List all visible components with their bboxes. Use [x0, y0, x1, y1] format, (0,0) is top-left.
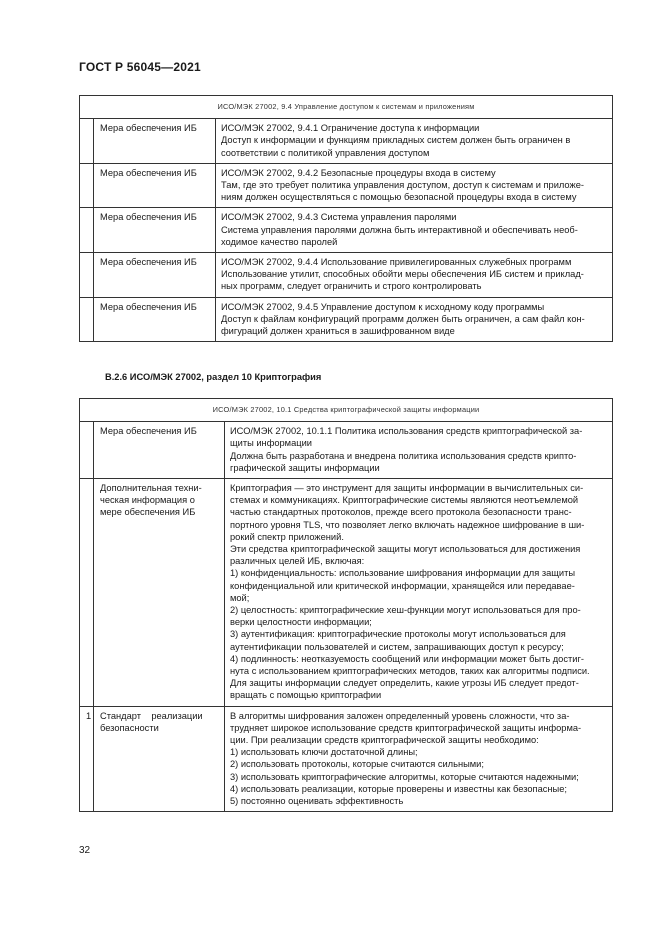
row-number — [80, 422, 94, 479]
content-line: Доступ к файлам конфигураций программ должен быть ограничен, а сам файл кон- — [221, 313, 585, 324]
row-label — [94, 422, 225, 479]
row-content — [225, 706, 613, 812]
table-row — [80, 119, 613, 164]
content-line: 4) подлинность: неотказуемость сообщений или информации может быть достиг- — [230, 653, 584, 664]
access-control-table — [79, 95, 613, 342]
table-row — [80, 706, 613, 812]
table2-header: ИСО/МЭК 27002, 10.1 Средства криптографической защиты информации — [80, 399, 613, 422]
content-line: ИСО/МЭК 27002, 9.4.1 Ограничение доступа к информации — [221, 123, 480, 134]
content-line: 2) целостность: криптографические хеш-функции могут использоваться для про- — [230, 605, 581, 616]
row-label: Мера обеспечения ИБ — [94, 119, 216, 164]
table1-header: ИСО/МЭК 27002, 9.4 Управление доступом к системам и приложениям — [80, 96, 613, 119]
content-line: Для защиты информации следует определить, какие угрозы ИБ следует предот- — [230, 678, 579, 689]
content-line: 5) постоянно оценивать эффективность — [230, 796, 404, 807]
row-label: Мера обеспечения ИБ — [94, 208, 216, 253]
label-line: Стандарт реализации — [100, 710, 203, 721]
content-line: 1) использовать ключи достаточной длины; — [230, 747, 418, 758]
content-line: Система управления паролями должна быть интерактивной и обеспечивать необ- — [221, 224, 578, 235]
row-number — [80, 253, 94, 298]
row-content — [216, 253, 613, 298]
row-label — [94, 706, 225, 812]
content-line: портного уровня TLS, что позволяет легко включать надежное шифрование в ши- — [230, 519, 585, 530]
table-row — [80, 479, 613, 707]
content-line: стемах и коммуникациях. Криптографические системы являются неотъемлемой — [230, 495, 579, 506]
label-line: Мера обеспечения ИБ — [100, 426, 197, 437]
content-line: ИСО/МЭК 27002, 9.4.3 Система управления паролями — [221, 212, 457, 223]
content-line: графической защиты информации — [230, 462, 380, 473]
content-line: Доступ к информации и функциям прикладных систем должен быть ограничен в — [221, 135, 571, 146]
content-line: рокий спектр приложений. — [230, 531, 344, 542]
table-row — [80, 253, 613, 298]
row-number — [80, 119, 94, 164]
row-number — [80, 297, 94, 342]
table-row — [80, 422, 613, 479]
label-line: мере обеспечения ИБ — [100, 507, 196, 518]
content-line: 3) аутентификация: криптографические протоколы могут использоваться для — [230, 629, 566, 640]
content-line: 1) конфиденциальность: использование шифрования информации для защиты — [230, 568, 576, 579]
content-line: ных программ, следует ограничить и строго контролировать — [221, 281, 482, 292]
page-number: 32 — [79, 845, 91, 856]
row-label: Мера обеспечения ИБ — [94, 297, 216, 342]
row-content — [225, 479, 613, 707]
content-line: ИСО/МЭК 27002, 9.4.2 Безопасные процедуры входа в систему — [221, 167, 496, 178]
label-line: ческая информация о — [100, 495, 195, 506]
document-title: ГОСТ Р 56045—2021 — [79, 60, 201, 74]
content-line: верки целостности информации; — [230, 617, 372, 628]
content-line: вращать с помощью криптографии — [230, 690, 382, 701]
label-line: Дополнительная техни- — [100, 483, 202, 494]
content-line: ции. При реализации средств криптографической защиты необходимо: — [230, 735, 539, 746]
label-line: безопасности — [100, 722, 159, 733]
row-label: Мера обеспечения ИБ — [94, 163, 216, 208]
content-line: трудняет широкое использование средств криптографической защиты информа- — [230, 722, 582, 733]
content-line: В алгоритмы шифрования заложен определенный уровень сложности, что за- — [230, 710, 570, 721]
content-line: Должна быть разработана и внедрена политика использования средств крипто- — [230, 450, 577, 461]
table-row — [80, 163, 613, 208]
content-line: мой; — [230, 592, 250, 603]
content-line: Эти средства криптографической защиты могут использоваться для достижения — [230, 544, 581, 555]
content-line: ИСО/МЭК 27002, 9.4.4 Использование привилегированных служебных программ — [221, 257, 572, 268]
content-line: ИСО/МЭК 27002, 9.4.5 Управление доступом к исходному коду программы — [221, 301, 545, 312]
row-content — [216, 119, 613, 164]
row-content — [216, 297, 613, 342]
table-row — [80, 297, 613, 342]
content-line: ходимое качество паролей — [221, 236, 338, 247]
content-line: ИСО/МЭК 27002, 10.1.1 Политика использования средств криптографической за- — [230, 426, 583, 437]
row-number — [80, 208, 94, 253]
content-line: конфиденциальной или критической информации, хранящейся или передавае- — [230, 580, 575, 591]
content-line: различных целей ИБ, включая: — [230, 556, 365, 567]
content-line: соответствии с политикой управления доступом — [221, 147, 430, 158]
cryptography-table — [79, 398, 613, 812]
content-line: Использование утилит, способных обойти меры обеспечения ИБ систем и приклад- — [221, 269, 584, 280]
content-line: 3) использовать криптографические алгоритмы, которые считаются надежными; — [230, 771, 579, 782]
row-number: 1 — [80, 706, 94, 812]
row-number — [80, 163, 94, 208]
content-line: фигураций должен храниться в зашифрованном виде — [221, 326, 455, 337]
row-label — [94, 479, 225, 707]
content-line: 2) использовать протоколы, которые считаются сильными; — [230, 759, 484, 770]
content-line: Криптография — это инструмент для защиты информации в вычислительных си- — [230, 483, 584, 494]
content-line: аутентификации пользователей и систем, запрашивающих доступ к ресурсу; — [230, 641, 564, 652]
row-number — [80, 479, 94, 707]
content-line: щиты информации — [230, 438, 312, 449]
content-line: нута с использованием криптографических методов, таких как алгоритмы подписи. — [230, 666, 590, 677]
row-content — [225, 422, 613, 479]
row-label: Мера обеспечения ИБ — [94, 253, 216, 298]
content-line: Там, где это требует политика управления доступом, доступ к системам и приложе- — [221, 180, 584, 191]
table-row — [80, 208, 613, 253]
row-content — [216, 163, 613, 208]
section-heading: В.2.6 ИСО/МЭК 27002, раздел 10 Криптография — [105, 372, 322, 382]
content-line: частью стандартных протоколов, прежде всего протокола безопасности транс- — [230, 507, 572, 518]
content-line: 4) использовать реализации, которые проверены и известны как безопасные; — [230, 783, 567, 794]
content-line: ниям должен осуществляться с помощью безопасной процедуры входа в систему — [221, 192, 577, 203]
row-content — [216, 208, 613, 253]
